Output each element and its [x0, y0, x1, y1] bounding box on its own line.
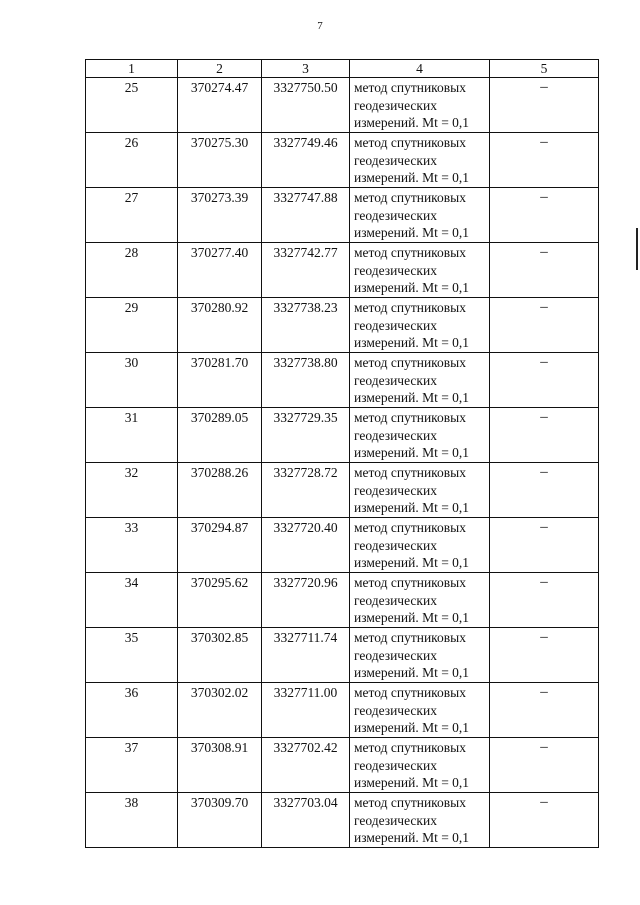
method-line: измерений. Mt = 0,1: [354, 720, 470, 735]
point-number-cell: 26: [86, 133, 178, 188]
note-cell: –: [490, 683, 599, 738]
method-line: геодезических: [354, 647, 437, 663]
note-cell: –: [490, 243, 599, 298]
x-coordinate-cell: 370302.85: [178, 628, 262, 683]
point-number-cell: 34: [86, 573, 178, 628]
method-line: геодезических: [354, 97, 437, 113]
point-number-cell: 29: [86, 298, 178, 353]
column-header: 1: [86, 60, 178, 78]
method-cell: [350, 463, 490, 518]
table-row: [86, 298, 599, 353]
note-cell: –: [490, 463, 599, 518]
table-row: [86, 78, 599, 133]
method-line: измерений. Mt = 0,1: [354, 390, 470, 405]
note-cell: –: [490, 793, 599, 848]
method-cell: [350, 738, 490, 793]
coordinates-table: [85, 59, 599, 848]
y-coordinate-cell: 3327729.35: [262, 408, 350, 463]
note-cell: –: [490, 408, 599, 463]
note-cell: –: [490, 628, 599, 683]
y-coordinate-cell: 3327738.80: [262, 353, 350, 408]
point-number-cell: 25: [86, 78, 178, 133]
method-line: геодезических: [354, 207, 437, 223]
method-line: метод спутниковых: [354, 520, 466, 535]
x-coordinate-cell: 370308.91: [178, 738, 262, 793]
table-row: [86, 628, 599, 683]
y-coordinate-cell: 3327728.72: [262, 463, 350, 518]
scan-edge-mark: [636, 228, 638, 270]
table-row: [86, 793, 599, 848]
method-cell: [350, 78, 490, 133]
x-coordinate-cell: 370294.87: [178, 518, 262, 573]
method-line: метод спутниковых: [354, 355, 466, 370]
method-line: метод спутниковых: [354, 685, 466, 700]
method-line: метод спутниковых: [354, 80, 466, 95]
method-cell: [350, 243, 490, 298]
table-row: [86, 463, 599, 518]
page-number: 7: [317, 20, 323, 32]
y-coordinate-cell: 3327738.23: [262, 298, 350, 353]
method-line: метод спутниковых: [354, 245, 466, 260]
method-line: геодезических: [354, 152, 437, 168]
y-coordinate-cell: 3327742.77: [262, 243, 350, 298]
note-cell: –: [490, 78, 599, 133]
method-line: измерений. Mt = 0,1: [354, 445, 470, 460]
method-cell: [350, 133, 490, 188]
method-line: измерений. Mt = 0,1: [354, 555, 470, 570]
point-number-cell: 33: [86, 518, 178, 573]
method-cell: [350, 353, 490, 408]
method-line: геодезических: [354, 427, 437, 443]
x-coordinate-cell: 370289.05: [178, 408, 262, 463]
table-row: [86, 408, 599, 463]
table-header-row: [86, 60, 599, 78]
y-coordinate-cell: 3327703.04: [262, 793, 350, 848]
method-line: геодезических: [354, 482, 437, 498]
table-row: [86, 518, 599, 573]
method-line: измерений. Mt = 0,1: [354, 775, 470, 790]
method-line: геодезических: [354, 702, 437, 718]
note-cell: –: [490, 353, 599, 408]
method-line: метод спутниковых: [354, 795, 466, 810]
method-line: измерений. Mt = 0,1: [354, 610, 470, 625]
column-header: 5: [490, 60, 599, 78]
point-number-cell: 35: [86, 628, 178, 683]
note-cell: –: [490, 573, 599, 628]
note-cell: –: [490, 188, 599, 243]
method-line: метод спутниковых: [354, 135, 466, 150]
x-coordinate-cell: 370281.70: [178, 353, 262, 408]
note-cell: –: [490, 133, 599, 188]
method-line: геодезических: [354, 317, 437, 333]
x-coordinate-cell: 370277.40: [178, 243, 262, 298]
point-number-cell: 27: [86, 188, 178, 243]
y-coordinate-cell: 3327720.96: [262, 573, 350, 628]
y-coordinate-cell: 3327711.74: [262, 628, 350, 683]
method-cell: [350, 628, 490, 683]
column-header: 3: [262, 60, 350, 78]
method-cell: [350, 573, 490, 628]
method-line: измерений. Mt = 0,1: [354, 170, 470, 185]
method-line: метод спутниковых: [354, 190, 466, 205]
x-coordinate-cell: 370273.39: [178, 188, 262, 243]
method-line: измерений. Mt = 0,1: [354, 115, 470, 130]
method-line: геодезических: [354, 372, 437, 388]
table-body: [86, 78, 599, 848]
note-cell: –: [490, 738, 599, 793]
column-header: 4: [350, 60, 490, 78]
method-line: геодезических: [354, 812, 437, 828]
x-coordinate-cell: 370309.70: [178, 793, 262, 848]
method-line: измерений. Mt = 0,1: [354, 335, 470, 350]
method-cell: [350, 683, 490, 738]
method-line: измерений. Mt = 0,1: [354, 830, 470, 845]
y-coordinate-cell: 3327747.88: [262, 188, 350, 243]
point-number-cell: 30: [86, 353, 178, 408]
point-number-cell: 37: [86, 738, 178, 793]
method-line: метод спутниковых: [354, 575, 466, 590]
point-number-cell: 38: [86, 793, 178, 848]
y-coordinate-cell: 3327720.40: [262, 518, 350, 573]
table-row: [86, 133, 599, 188]
table-row: [86, 188, 599, 243]
table-row: [86, 573, 599, 628]
method-line: измерений. Mt = 0,1: [354, 280, 470, 295]
point-number-cell: 32: [86, 463, 178, 518]
note-cell: –: [490, 298, 599, 353]
table-row: [86, 243, 599, 298]
method-line: геодезических: [354, 592, 437, 608]
x-coordinate-cell: 370295.62: [178, 573, 262, 628]
table-row: [86, 353, 599, 408]
method-line: геодезических: [354, 757, 437, 773]
x-coordinate-cell: 370275.30: [178, 133, 262, 188]
method-line: метод спутниковых: [354, 465, 466, 480]
method-line: геодезических: [354, 262, 437, 278]
note-cell: –: [490, 518, 599, 573]
x-coordinate-cell: 370302.02: [178, 683, 262, 738]
table-row: [86, 738, 599, 793]
method-cell: [350, 408, 490, 463]
method-line: измерений. Mt = 0,1: [354, 500, 470, 515]
point-number-cell: 28: [86, 243, 178, 298]
column-header: 2: [178, 60, 262, 78]
point-number-cell: 36: [86, 683, 178, 738]
y-coordinate-cell: 3327711.00: [262, 683, 350, 738]
x-coordinate-cell: 370280.92: [178, 298, 262, 353]
method-line: метод спутниковых: [354, 300, 466, 315]
x-coordinate-cell: 370274.47: [178, 78, 262, 133]
method-cell: [350, 188, 490, 243]
method-line: метод спутниковых: [354, 410, 466, 425]
method-line: измерений. Mt = 0,1: [354, 665, 470, 680]
y-coordinate-cell: 3327750.50: [262, 78, 350, 133]
y-coordinate-cell: 3327749.46: [262, 133, 350, 188]
method-line: геодезических: [354, 537, 437, 553]
method-line: метод спутниковых: [354, 630, 466, 645]
method-cell: [350, 793, 490, 848]
table-row: [86, 683, 599, 738]
method-cell: [350, 298, 490, 353]
point-number-cell: 31: [86, 408, 178, 463]
y-coordinate-cell: 3327702.42: [262, 738, 350, 793]
x-coordinate-cell: 370288.26: [178, 463, 262, 518]
method-cell: [350, 518, 490, 573]
method-line: измерений. Mt = 0,1: [354, 225, 470, 240]
method-line: метод спутниковых: [354, 740, 466, 755]
